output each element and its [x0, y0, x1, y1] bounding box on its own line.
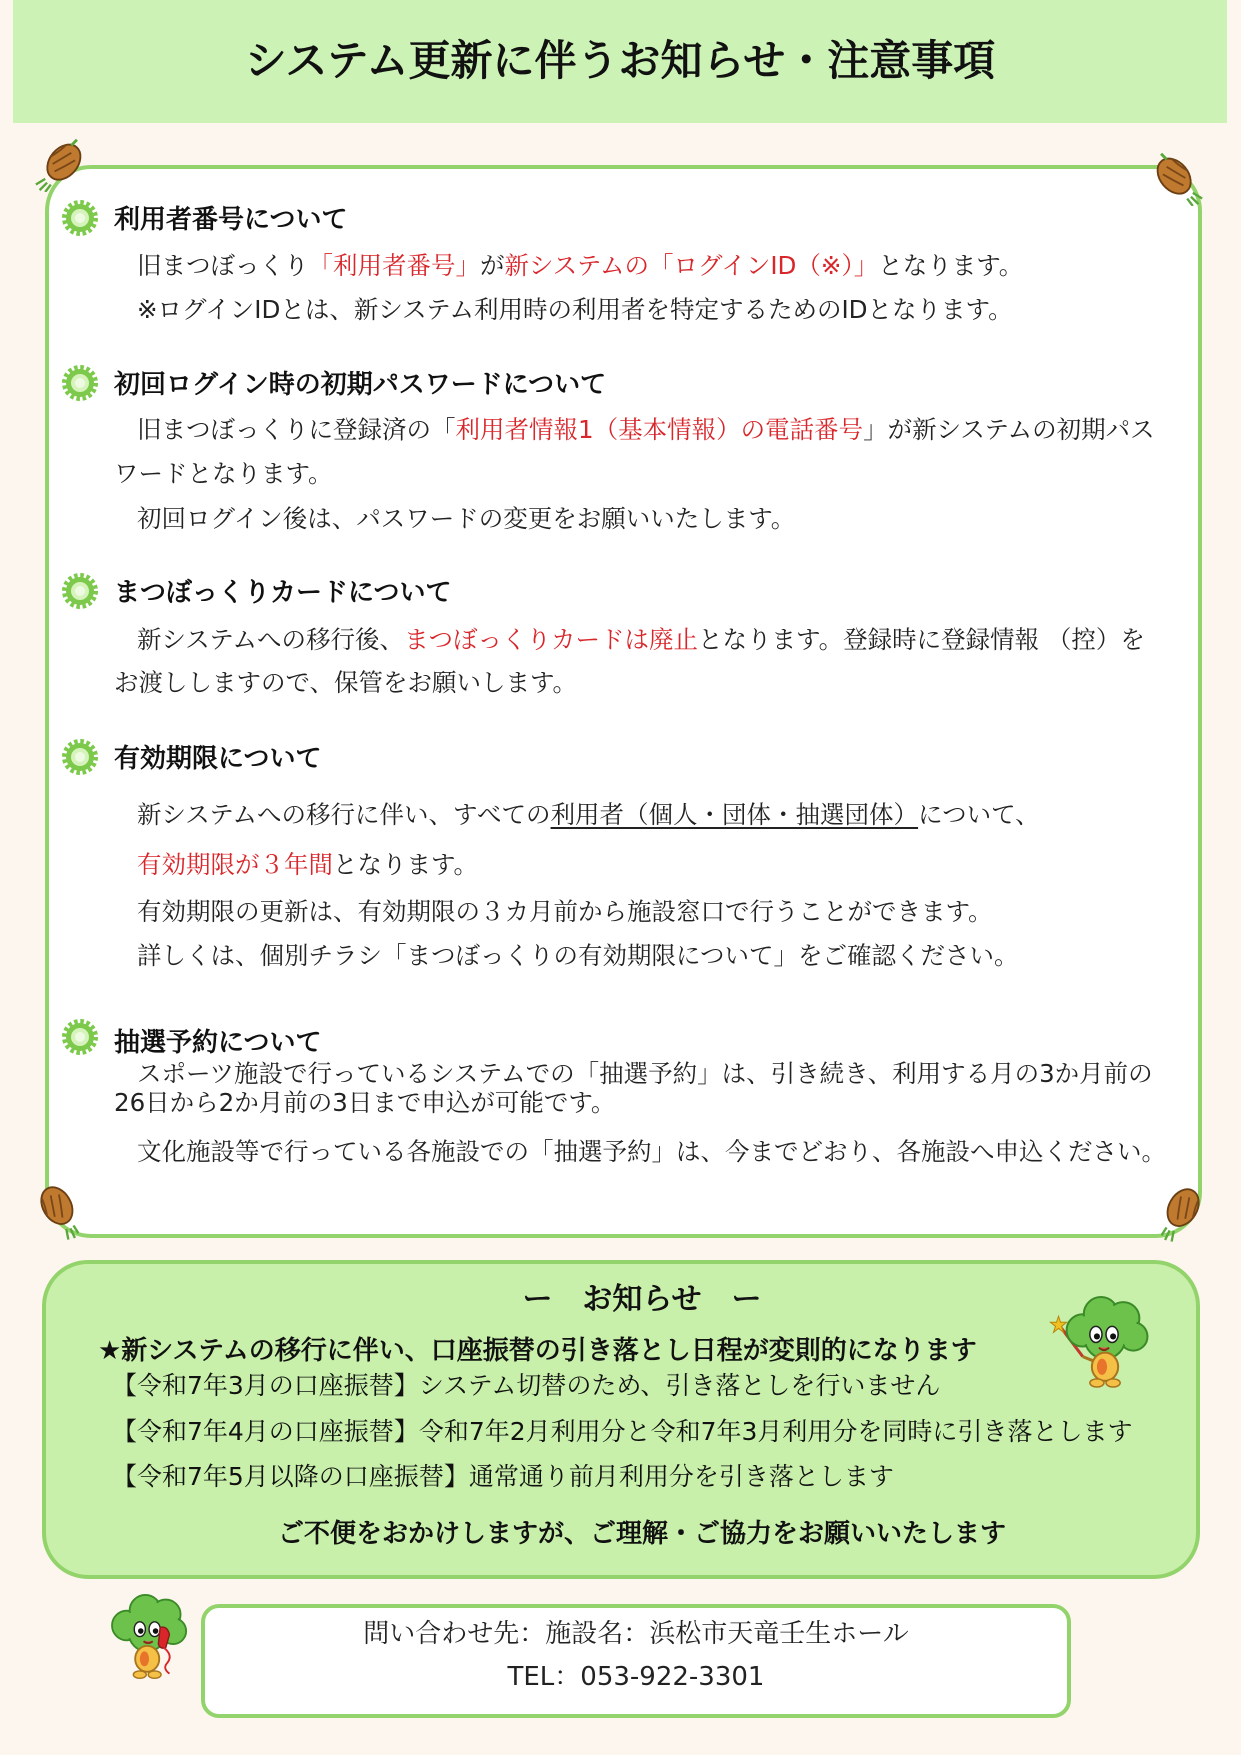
notice-heading: ー お知らせ ー: [522, 1282, 762, 1317]
mascot-body: [1083, 1353, 1120, 1387]
contact-phone: TEL：053-922-3301: [507, 1662, 765, 1692]
initial-password-line-1: [137, 413, 1155, 447]
text-segment: について、: [918, 800, 1040, 829]
page-title: システム更新に伴うお知らせ・注意事項: [244, 36, 996, 85]
text-segment: 旧まつぼっくり: [137, 251, 309, 280]
text-segment: 」が新システムの初期パス: [863, 415, 1155, 444]
user-number-line-2: ※ログインIDとは、新システム利用時の利用者を特定するためのIDとなります。: [137, 295, 1013, 324]
section-heading-user-number: 利用者番号について: [114, 205, 348, 235]
section-heading-initial-password: 初回ログイン時の初期パスワードについて: [114, 370, 607, 400]
lottery-line-1: スポーツ施設で行っているシステムでの「抽選予約」は、引き続き、利用する月の3か月前の: [137, 1059, 1153, 1088]
highlight-phone-number: 利用者情報1（基本情報）の電話番号: [455, 415, 864, 444]
expiry-line-4: 詳しくは、個別チラシ「まつぼっくりの有効期限について」をご確認ください。: [137, 941, 1019, 970]
green-badge-icon: [62, 200, 98, 236]
text-segment: 旧まつぼっくりに登録済の「: [137, 415, 456, 444]
initial-password-line-2: ワードとなります。: [114, 459, 333, 488]
notice-item-march: 【令和7年3月の口座振替】システム切替のため、引き落としを行いません: [112, 1371, 941, 1400]
green-badge-icon: [62, 573, 98, 609]
text-segment: となります。: [878, 251, 1024, 280]
user-number-line-1: [137, 249, 1023, 283]
highlight-card-abolished: まつぼっくりカードは廃止: [404, 625, 699, 654]
green-badge-icon: [62, 1019, 98, 1055]
lottery-line-2: 26日から2か月前の3日まで申込が可能です。: [114, 1088, 616, 1117]
green-badge-icon: [62, 739, 98, 775]
pine-cone-body: [1151, 152, 1202, 206]
pine-cone-body: [36, 138, 87, 192]
mascot-illustration: [98, 1594, 202, 1682]
text-segment: が: [480, 251, 505, 280]
contact-facility: 問い合わせ先：施設名：浜松市天竜壬生ホール: [363, 1619, 909, 1649]
phone-icon: [158, 1627, 169, 1674]
green-badge-icon: [62, 365, 98, 401]
notice-item-april: 【令和7年4月の口座振替】令和7年2月利用分と令和7年3月利用分を同時に引き落とします: [112, 1417, 1133, 1446]
initial-password-line-3: 初回ログイン後は、パスワードの変更をお願いいたします。: [137, 504, 796, 533]
mascot-body: [133, 1646, 161, 1678]
text-segment: 新システムへの移行に伴い、すべての: [137, 800, 551, 829]
text-segment: となります。: [333, 850, 479, 879]
section-heading-card: まつぼっくりカードについて: [114, 578, 452, 608]
section-heading-expiry: 有効期限について: [114, 744, 322, 774]
card-line-2: お渡ししますので、保管をお願いします。: [114, 668, 578, 697]
expiry-line-3: 有効期限の更新は、有効期限の３カ月前から施設窓口で行うことができます。: [137, 897, 993, 926]
card-line-1: [137, 623, 1145, 657]
highlight-login-id: 新システムの「ログインID（※）」: [504, 251, 879, 280]
expiry-line-1: [137, 798, 1040, 832]
highlight-user-number: 「利用者番号」: [308, 251, 480, 280]
notice-closing: ご不便をおかけしますが、ご理解・ご協力をお願いいたします: [277, 1519, 1006, 1549]
text-segment: 新システムへの移行後、: [137, 625, 405, 654]
section-heading-lottery: 抽選予約について: [114, 1028, 322, 1058]
lottery-line-3: 文化施設等で行っている各施設での「抽選予約」は、今までどおり、各施設へ申込ください。: [137, 1137, 1166, 1166]
pine-cone-icon: [1148, 150, 1204, 206]
mascot-illustration: [1048, 1294, 1160, 1390]
highlight-expiry-3-years: 有効期限が３年間: [137, 850, 333, 879]
underlined-users: 利用者（個人・団体・抽選団体）: [550, 800, 919, 829]
expiry-line-2: [137, 848, 478, 882]
notice-item-may: 【令和7年5月以降の口座振替】通常通り前月利用分を引き落とします: [112, 1462, 894, 1491]
pine-cone-icon: [34, 136, 90, 192]
text-segment: となります。登録時に登録情報 （控）を: [698, 625, 1145, 654]
notice-lead: ★新システムの移行に伴い、口座振替の引き落とし日程が変則的になります: [98, 1336, 977, 1366]
